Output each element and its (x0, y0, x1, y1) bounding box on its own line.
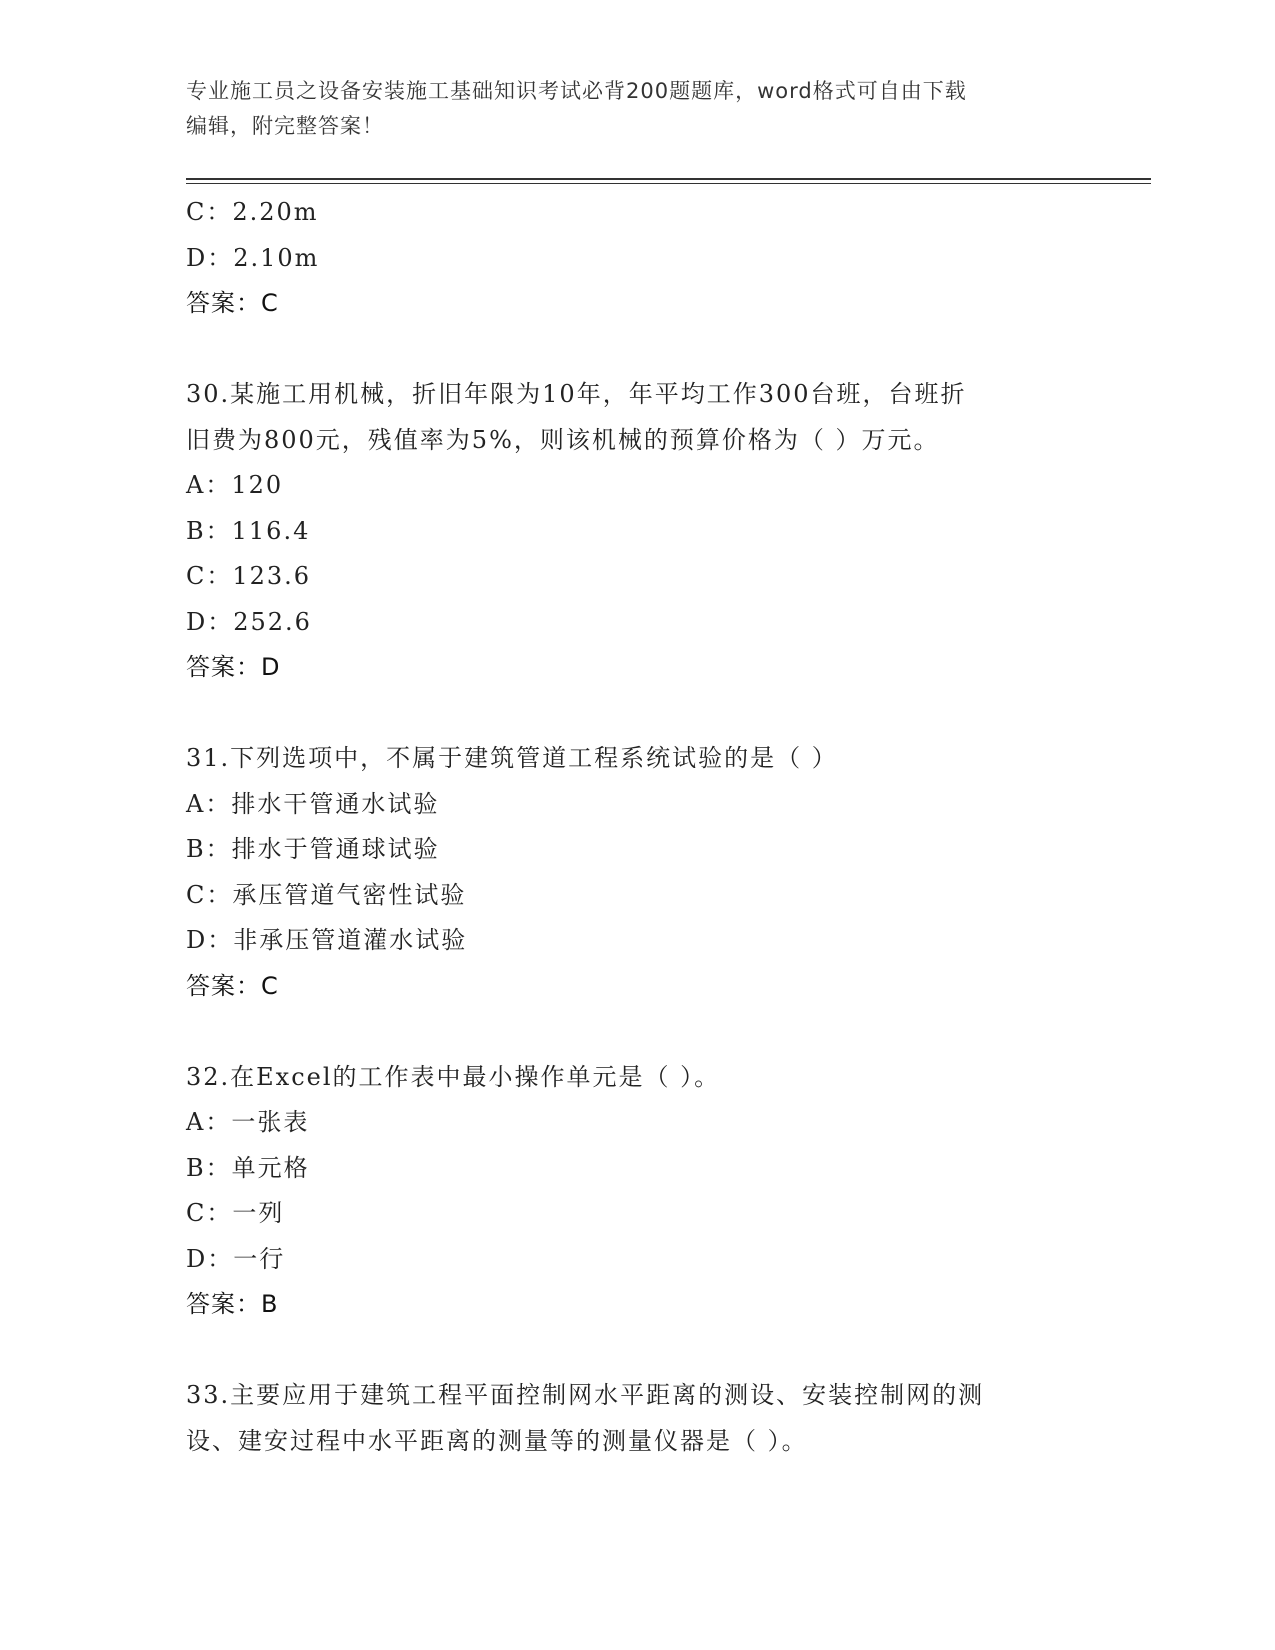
option-c: C：2.20m (186, 198, 319, 226)
option-d: D：252.6 (186, 607, 312, 636)
option-b: B：排水于管通球试验 (186, 835, 440, 863)
option-a: A：排水干管通水试验 (186, 789, 440, 818)
question-content (186, 190, 1086, 1464)
answer-line: 答案：C (186, 289, 279, 317)
question-text-line-1: 30.某施工用机械，折旧年限为10年，年平均工作300台班，台班折 (186, 380, 967, 408)
question-31 (186, 736, 1086, 1009)
spacer (186, 1328, 1086, 1374)
option-a: A：120 (186, 471, 284, 499)
previous-question-tail (186, 190, 1086, 327)
answer-line: 答案：D (186, 653, 281, 681)
answer-line: 答案：B (186, 1290, 279, 1318)
header-rule-thin (186, 183, 1151, 184)
question-30 (186, 372, 1086, 691)
option-c: C：123.6 (186, 562, 312, 590)
option-c: C：承压管道气密性试验 (186, 880, 467, 909)
option-b: B：116.4 (186, 516, 311, 545)
header-line-1: 专业施工员之设备安装施工基础知识考试必背200题题库，word格式可自由下载 (186, 79, 967, 103)
option-d: D：2.10m (186, 243, 320, 272)
spacer (186, 327, 1086, 373)
question-text-line-1: 32.在Excel的工作表中最小操作单元是（ ）。 (186, 1062, 721, 1091)
spacer (186, 1009, 1086, 1055)
header-rule-thick (186, 178, 1151, 180)
question-text-line-1: 31.下列选项中，不属于建筑管道工程系统试验的是（ ） (186, 744, 838, 772)
document-header (186, 74, 1086, 144)
answer-line: 答案：C (186, 971, 279, 1000)
question-text-line-1: 33.主要应用于建筑工程平面控制网水平距离的测设、安装控制网的测 (186, 1381, 985, 1409)
question-text-line-2: 设、建安过程中水平距离的测量等的测量仪器是（ ）。 (186, 1426, 808, 1455)
question-32 (186, 1055, 1086, 1328)
option-c: C：一列 (186, 1199, 285, 1227)
option-d: D：一行 (186, 1244, 286, 1273)
header-line-2: 编辑，附完整答案！ (186, 114, 384, 138)
question-text-line-2: 旧费为800元，残值率为5%，则该机械的预算价格为（ ）万元。 (186, 425, 940, 454)
option-d: D：非承压管道灌水试验 (186, 926, 468, 954)
spacer (186, 691, 1086, 737)
option-a: A：一张表 (186, 1108, 310, 1136)
option-b: B：单元格 (186, 1153, 310, 1182)
question-33 (186, 1373, 1086, 1464)
